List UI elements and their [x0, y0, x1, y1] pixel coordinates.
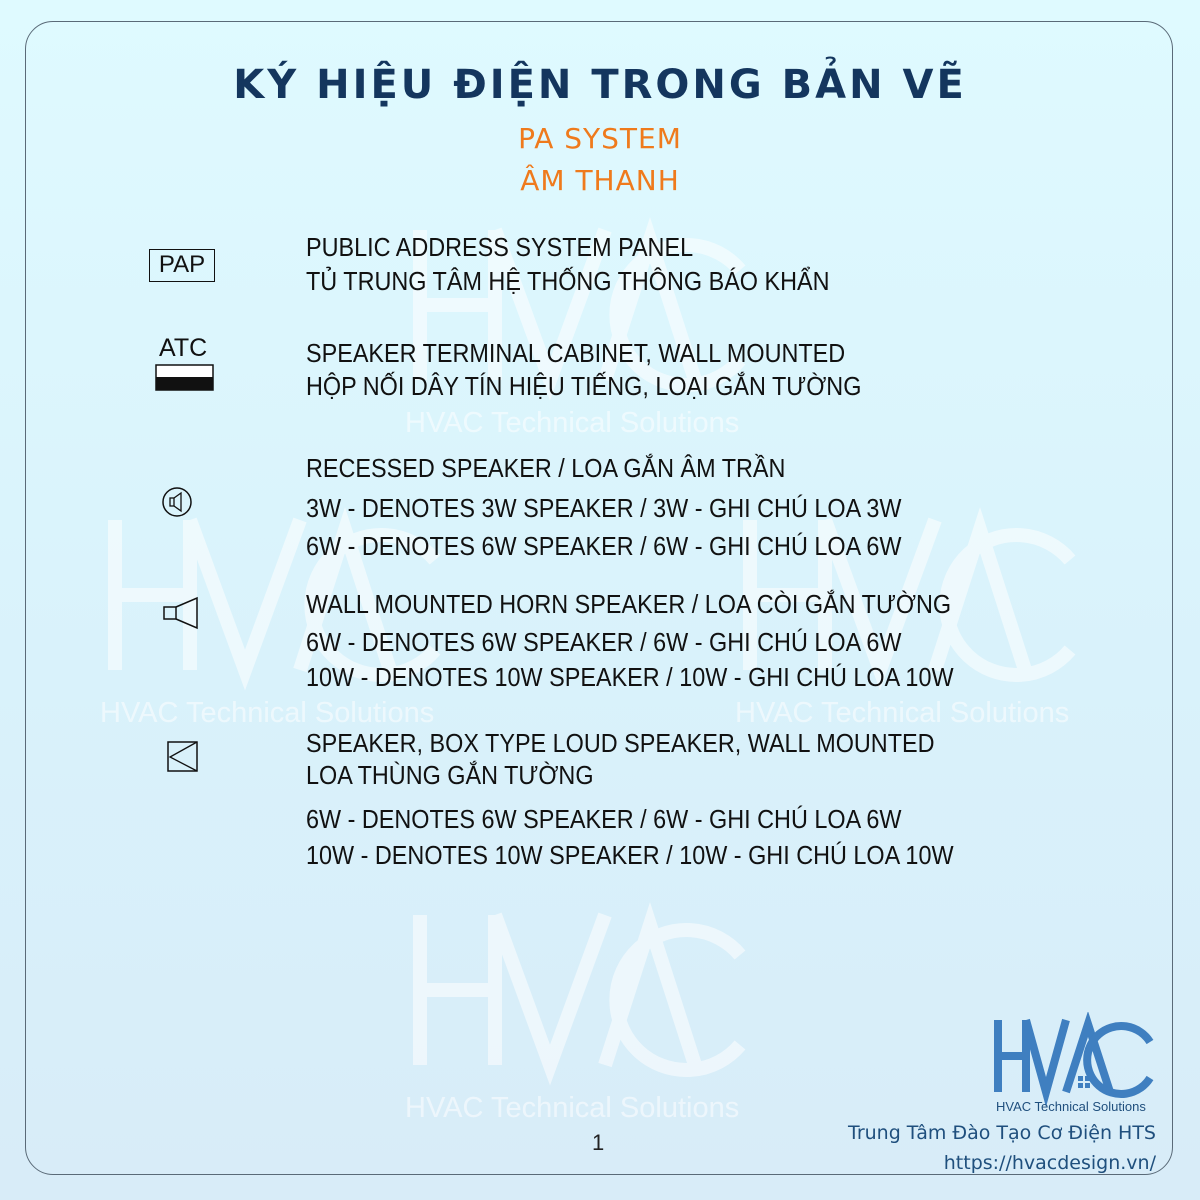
page-title: KÝ HIỆU ĐIỆN TRONG BẢN VẼ [233, 62, 967, 108]
box-desc-line-2: LOA THÙNG GẮN TƯỜNG [306, 760, 594, 790]
logo-caption: HVAC Technical Solutions [996, 1099, 1146, 1114]
watermark-caption-right: HVAC Technical Solutions [735, 697, 1070, 729]
subtitle-en: PA SYSTEM [518, 122, 682, 155]
recessed-speaker-icon [161, 486, 193, 518]
page-number: 1 [592, 1130, 605, 1155]
atc-desc-line-1: SPEAKER TERMINAL CABINET, WALL MOUNTED [306, 338, 846, 368]
watermark-caption-bottom: HVAC Technical Solutions [405, 1092, 740, 1124]
horn-desc-line-1: WALL MOUNTED HORN SPEAKER / LOA CÒI GẮN TƯỜNG [306, 589, 952, 619]
box-desc-line-3: 6W - DENOTES 6W SPEAKER / 6W - GHI CHÚ LOA 6W [306, 804, 902, 834]
horn-desc-line-3: 10W - DENOTES 10W SPEAKER / 10W - GHI CHÚ LOA 10W [306, 662, 954, 692]
pap-desc-line-1: PUBLIC ADDRESS SYSTEM PANEL [306, 232, 694, 262]
pap-desc-line-2: TỦ TRUNG TÂM HỆ THỐNG THÔNG BÁO KHẨN [306, 266, 830, 296]
watermark-logo-bottom [400, 895, 770, 1125]
recessed-desc-line-1: RECESSED SPEAKER / LOA GẮN ÂM TRẦN [306, 453, 786, 483]
atc-code: ATC [159, 334, 208, 362]
recessed-desc-line-3: 6W - DENOTES 6W SPEAKER / 6W - GHI CHÚ LOA 6W [306, 531, 902, 561]
watermark-caption-left: HVAC Technical Solutions [100, 697, 435, 729]
website-link[interactable]: https://hvacdesign.vn/ [943, 1152, 1156, 1174]
subtitle-vi: ÂM THANH [520, 164, 680, 197]
terminal-cabinet-icon [155, 364, 215, 392]
box-speaker-icon [166, 740, 200, 774]
panel-box-icon [149, 249, 215, 282]
hvac-logo [992, 1012, 1158, 1116]
horn-desc-line-2: 6W - DENOTES 6W SPEAKER / 6W - GHI CHÚ LOA 6W [306, 627, 902, 657]
training-center-name: Trung Tâm Đào Tạo Cơ Điện HTS [848, 1122, 1156, 1144]
box-desc-line-4: 10W - DENOTES 10W SPEAKER / 10W - GHI CHÚ LOA 10W [306, 840, 954, 870]
box-desc-line-1: SPEAKER, BOX TYPE LOUD SPEAKER, WALL MOUNTED [306, 728, 935, 758]
horn-speaker-icon [162, 596, 200, 630]
pap-code: PAP [158, 251, 206, 278]
watermark-caption-top: HVAC Technical Solutions [405, 407, 740, 439]
recessed-desc-line-2: 3W - DENOTES 3W SPEAKER / 3W - GHI CHÚ LOA 3W [306, 493, 902, 523]
atc-desc-line-2: HỘP NỐI DÂY TÍN HIỆU TIẾNG, LOẠI GẮN TƯỜNG [306, 371, 862, 401]
